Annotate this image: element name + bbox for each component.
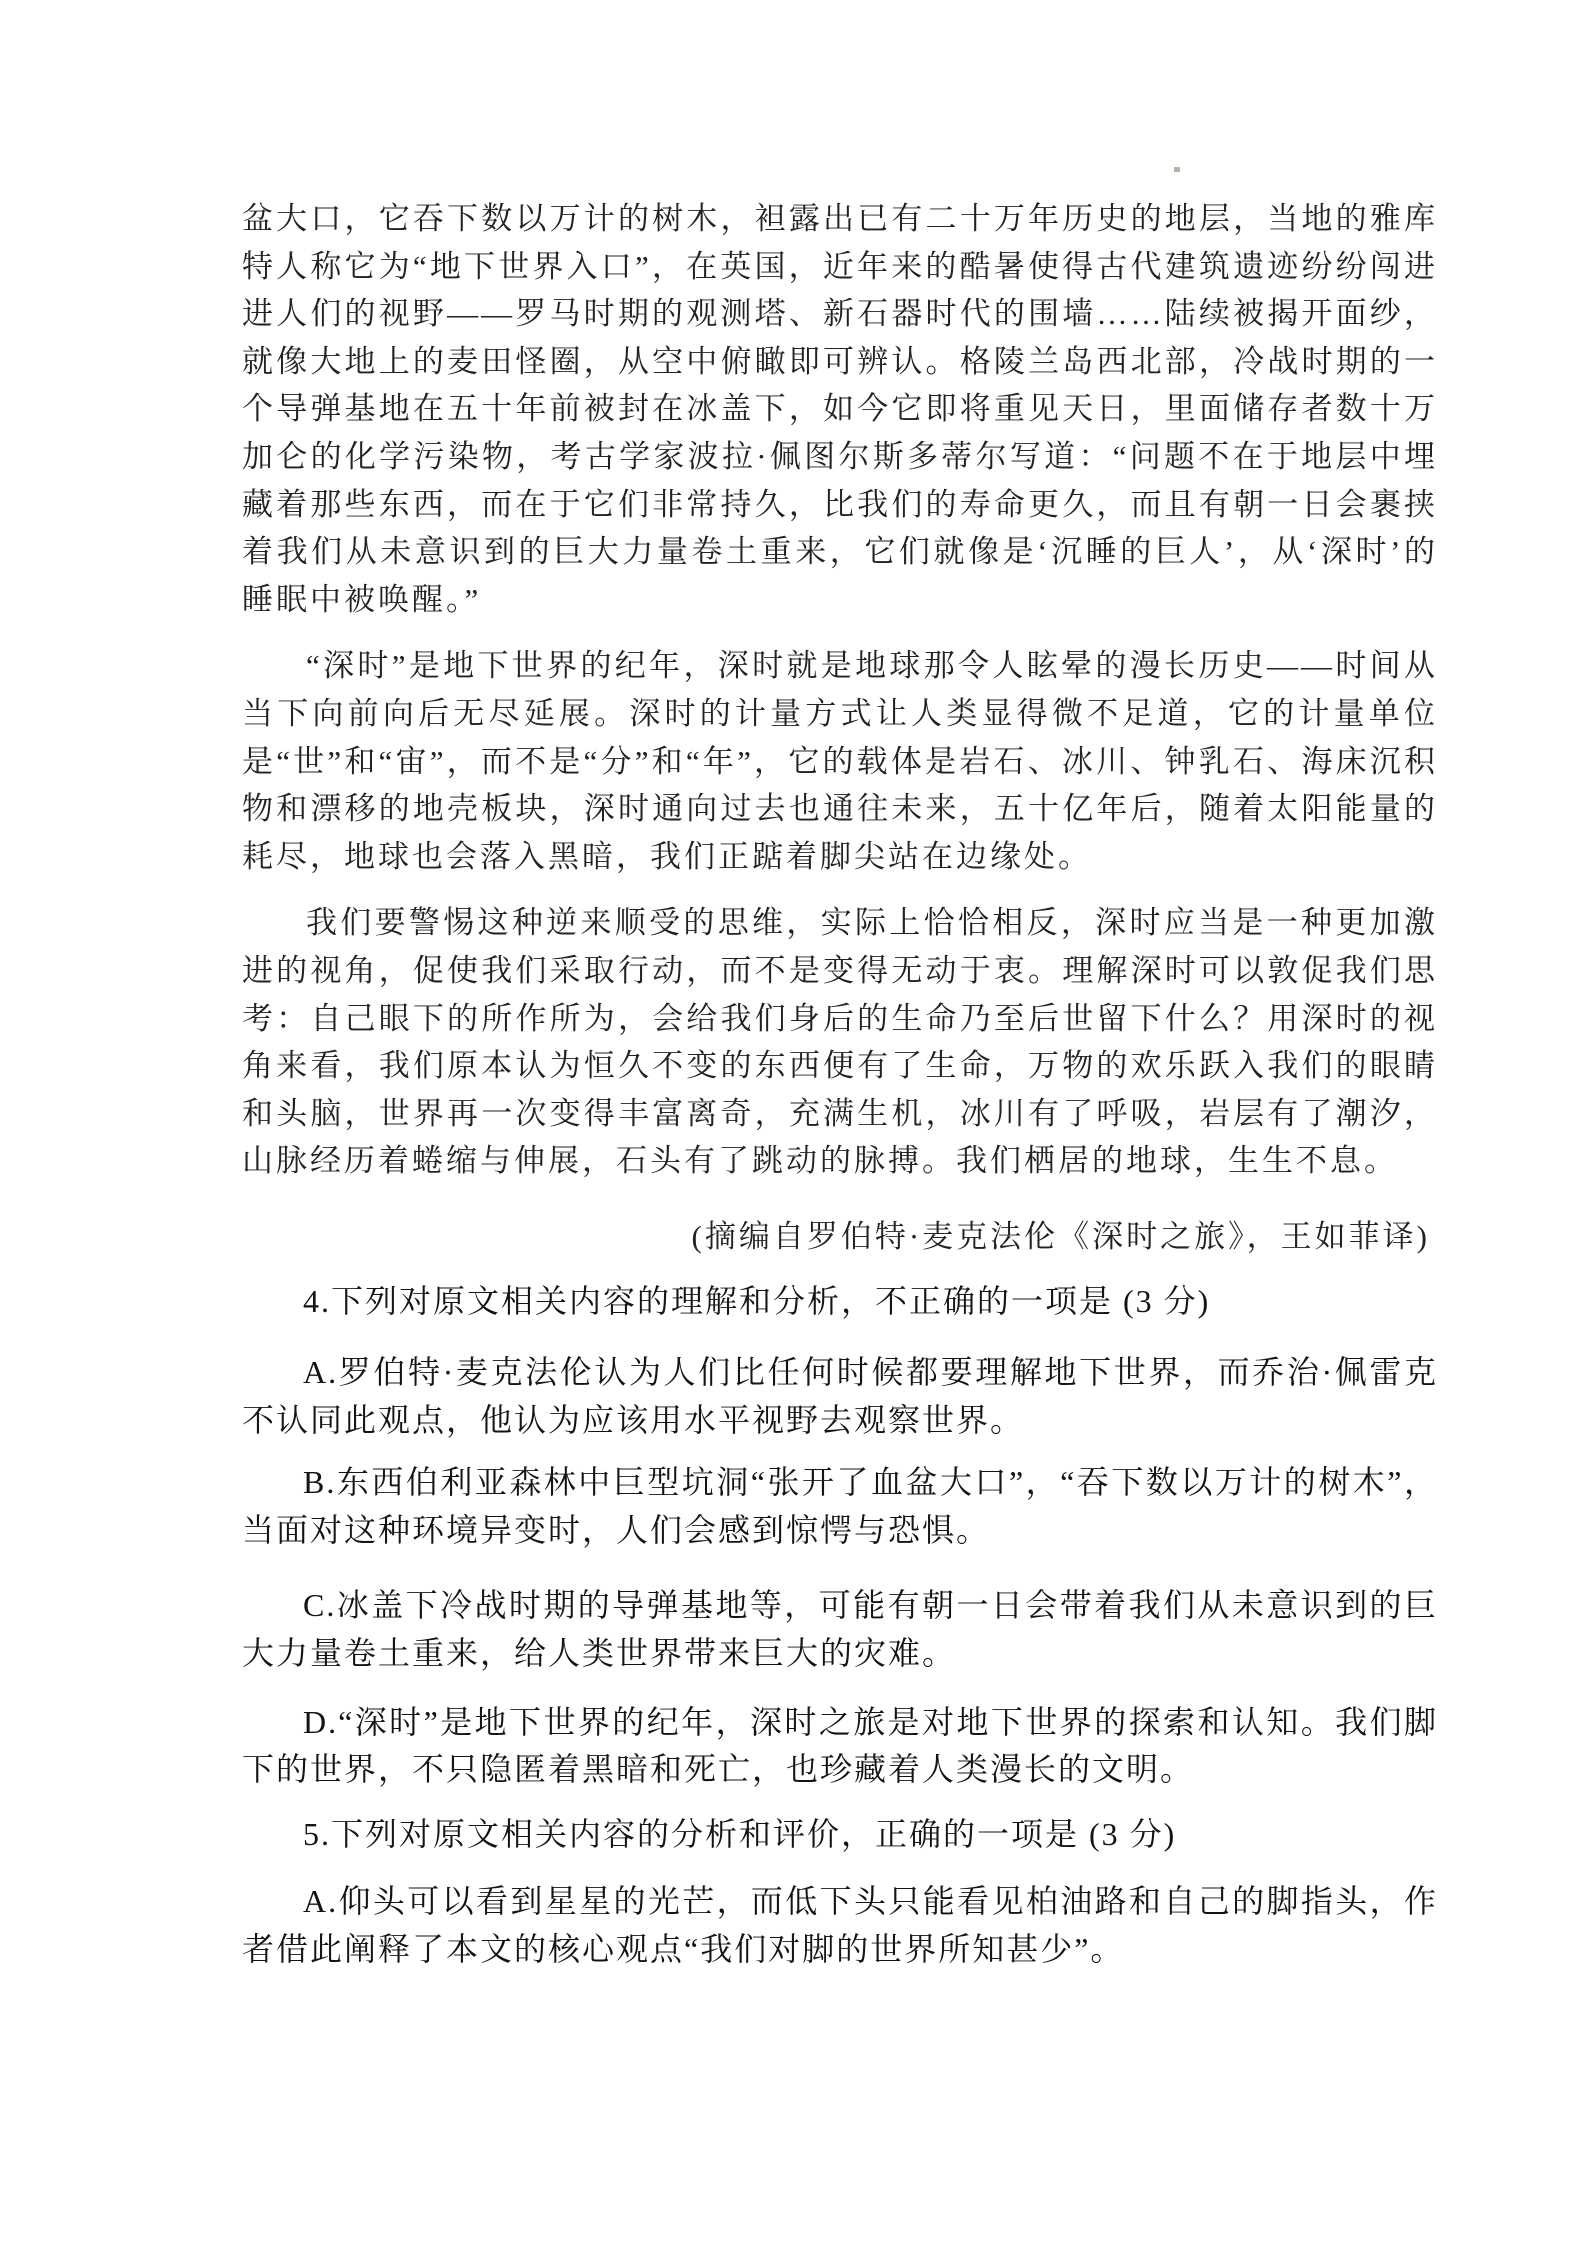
reading-passage-and-questions xyxy=(242,195,1438,1974)
passage-paragraph-3: 我们要警惕这种逆来顺受的思维，实际上恰恰相反，深时应当是一种更加激进的视角，促使我们采取行动，而不是变得无动于衷。理解深时可以敦促我们思考：自己眼下的所作所为，会给我们身后的生命乃至后世留下什么？用深时的视角来看，我们原本认为恒久不变的东西便有了生命，万物的欢乐跃入我们的眼睛和头脑，世界再一次变得丰富离奇，充满生机，冰川有了呼吸，岩层有了潮汐，山脉经历着蜷缩与伸展，石头有了跳动的脉搏。我们栖居的地球，生生不息。 xyxy=(242,905,1438,1179)
question-4-option-d: D.“深时”是地下世界的纪年，深时之旅是对地下世界的探索和认知。我们脚下的世界，不只隐匿着黑暗和死亡，也珍藏着人类漫长的文明。 xyxy=(242,1703,1438,1788)
question-4-option-a: A.罗伯特·麦克法伦认为人们比任何时候都要理解地下世界，而乔治·佩雷克不认同此观点，他认为应该用水平视野去观察世界。 xyxy=(242,1354,1438,1438)
passage-paragraph-1: 盆大口，它吞下数以万计的树木，袒露出已有二十万年历史的地层，当地的雅库特人称它为“地下世界入口”，在英国，近年来的酷暑使得古代建筑遗迹纷纷闯进进人们的视野——罗马时期的观测塔、新石器时代的围墙……陆续被揭开面纱，就像大地上的麦田怪圈，从空中俯瞰即可辨认。格陵兰岛西北部，冷战时期的一个导弹基地在五十年前被封在冰盖下，如今它即将重见天日，里面储存者数十万加仑的化学污染物，考古学家波拉·佩图尔斯多蒂尔写道：“问题不在于地层中埋藏着那些东西，而在于它们非常持久，比我们的寿命更久，而且有朝一日会裹挟着我们从未意识到的巨大力量卷土重来，它们就像是‘沉睡的巨人’，从‘深时’的睡眠中被唤醒。” xyxy=(242,201,1438,617)
question-5-stem: 5.下列对原文相关内容的分析和评价，正确的一项是 (3 分) xyxy=(303,1815,1177,1852)
passage-paragraph-2: “深时”是地下世界的纪年，深时就是地球那令人眩晕的漫长历史——时间从当下向前向后无尽延展。深时的计量方式让人类显得微不足道，它的计量单位是“世”和“宙”，而不是“分”和“年”，它的载体是岩石、冰川、钟乳石、海床沉积物和漂移的地壳板块，深时通向过去也通往未来，五十亿年后，随着太阳能量的耗尽，地球也会落入黑暗，我们正踮着脚尖站在边缘处。 xyxy=(242,648,1438,874)
question-4-option-c: C.冰盖下冷战时期的导弹基地等，可能有朝一日会带着我们从未意识到的巨大力量卷土重来，给人类世界带来巨大的灾难。 xyxy=(242,1587,1438,1672)
question-4-stem: 4.下列对原文相关内容的理解和分析，不正确的一项是 (3 分) xyxy=(303,1283,1211,1320)
question-4-option-b: B.东西伯利亚森林中巨型坑洞“张开了血盆大口”，“吞下数以万计的树木”，当面对这种环境异变时，人们会感到惊愕与恐惧。 xyxy=(242,1464,1438,1548)
passage-attribution: (摘编自罗伯特·麦克法伦《深时之旅》，王如菲译) xyxy=(691,1218,1430,1254)
scan-speck xyxy=(1174,167,1180,172)
question-5-option-a: A.仰头可以看到星星的光芒，而低下头只能看见柏油路和自己的脚指头，作者借此阐释了本文的核心观点“我们对脚的世界所知甚少”。 xyxy=(242,1883,1438,1967)
